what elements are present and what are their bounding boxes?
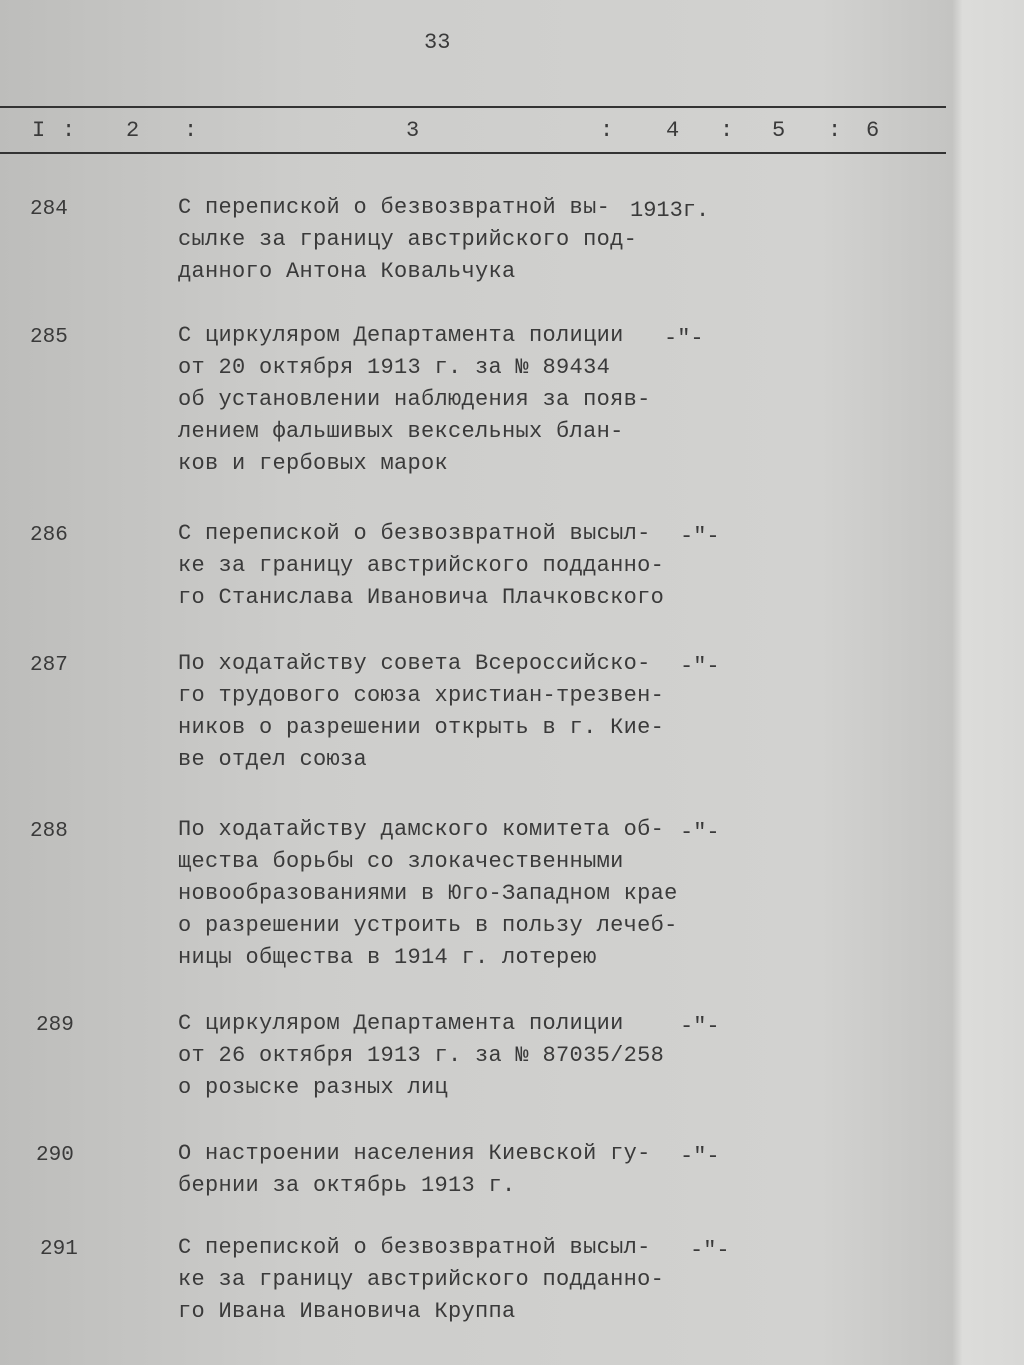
header-sep: : bbox=[720, 118, 734, 143]
header-sep: : bbox=[600, 118, 614, 143]
entry-line: новообразованиями в Юго-Западном крае bbox=[178, 881, 678, 906]
entry-line: По ходатайству совета Всероссийско- bbox=[178, 651, 651, 676]
entry-date: -"- bbox=[690, 1238, 730, 1263]
entry-date: -"- bbox=[680, 1144, 720, 1169]
header-col-6: 6 bbox=[866, 118, 880, 143]
header-sep: : bbox=[828, 118, 842, 143]
entry-line: С циркуляром Департамента полиции bbox=[178, 323, 624, 348]
entry-number: 288 bbox=[30, 820, 68, 843]
entry-line: го трудового союза христиан-трезвен- bbox=[178, 683, 665, 708]
entry-description bbox=[178, 192, 637, 288]
entry-line: го Станислава Ивановича Плачковского bbox=[178, 585, 665, 610]
header-top-rule bbox=[0, 106, 946, 108]
entry-line: го Ивана Ивановича Круппа bbox=[178, 1299, 516, 1324]
entry-line: лением фальшивых вексельных блан- bbox=[178, 419, 624, 444]
entry-number: 286 bbox=[30, 524, 68, 547]
entry-line: О настроении населения Киевской гу- bbox=[178, 1141, 651, 1166]
header-sep: : bbox=[62, 118, 76, 143]
entry-description bbox=[178, 1138, 651, 1202]
entry-line: ке за границу австрийского подданно- bbox=[178, 553, 665, 578]
entry-date: -"- bbox=[664, 326, 704, 351]
entry-line: о разрешении устроить в пользу лечеб- bbox=[178, 913, 678, 938]
entry-description bbox=[178, 320, 651, 480]
header-sep: : bbox=[184, 118, 198, 143]
entry-number: 287 bbox=[30, 654, 68, 677]
entry-date: -"- bbox=[680, 1014, 720, 1039]
entry-description bbox=[178, 1008, 664, 1104]
entry-line: об установлении наблюдения за появ- bbox=[178, 387, 651, 412]
entry-line: С перепиской о безвозвратной высыл- bbox=[178, 1235, 651, 1260]
entry-line: от 20 октября 1913 г. за № 89434 bbox=[178, 355, 611, 380]
entry-line: ницы общества в 1914 г. лотерею bbox=[178, 945, 597, 970]
entry-description bbox=[178, 1232, 664, 1328]
header-col-3: 3 bbox=[406, 118, 420, 143]
entry-number: 285 bbox=[30, 326, 68, 349]
page-number: 33 bbox=[424, 30, 451, 55]
entry-date: -"- bbox=[680, 820, 720, 845]
entry-line: щества борьбы со злокачественными bbox=[178, 849, 624, 874]
entry-line: С перепиской о безвозвратной вы- bbox=[178, 195, 611, 220]
entry-date: 1913г. bbox=[630, 198, 710, 223]
entry-number: 291 bbox=[40, 1238, 78, 1261]
header-col-2: 2 bbox=[126, 118, 140, 143]
entry-line: ке за границу австрийского подданно- bbox=[178, 1267, 665, 1292]
entry-number: 284 bbox=[30, 198, 68, 221]
entry-date: -"- bbox=[680, 654, 720, 679]
header-col-4: 4 bbox=[666, 118, 680, 143]
entry-date: -"- bbox=[680, 524, 720, 549]
entry-line: ве отдел союза bbox=[178, 747, 368, 772]
entry-description bbox=[178, 814, 678, 974]
entry-line: бернии за октябрь 1913 г. bbox=[178, 1173, 516, 1198]
header-col-1: I bbox=[32, 118, 46, 143]
entry-number: 289 bbox=[36, 1014, 74, 1037]
header-bottom-rule bbox=[0, 152, 946, 154]
entry-number: 290 bbox=[36, 1144, 74, 1167]
entry-description bbox=[178, 648, 664, 776]
entry-line: сылке за границу австрийского под- bbox=[178, 227, 638, 252]
entry-line: С перепиской о безвозвратной высыл- bbox=[178, 521, 651, 546]
entry-line: С циркуляром Департамента полиции bbox=[178, 1011, 624, 1036]
entry-line: По ходатайству дамского комитета об- bbox=[178, 817, 665, 842]
entry-line: ков и гербовых марок bbox=[178, 451, 449, 476]
header-col-5: 5 bbox=[772, 118, 786, 143]
entry-line: ников о разрешении открыть в г. Кие- bbox=[178, 715, 665, 740]
entry-line: данного Антона Ковальчука bbox=[178, 259, 516, 284]
entry-line: о розыске разных лиц bbox=[178, 1075, 449, 1100]
entry-description bbox=[178, 518, 664, 614]
entry-line: от 26 октября 1913 г. за № 87035/258 bbox=[178, 1043, 665, 1068]
